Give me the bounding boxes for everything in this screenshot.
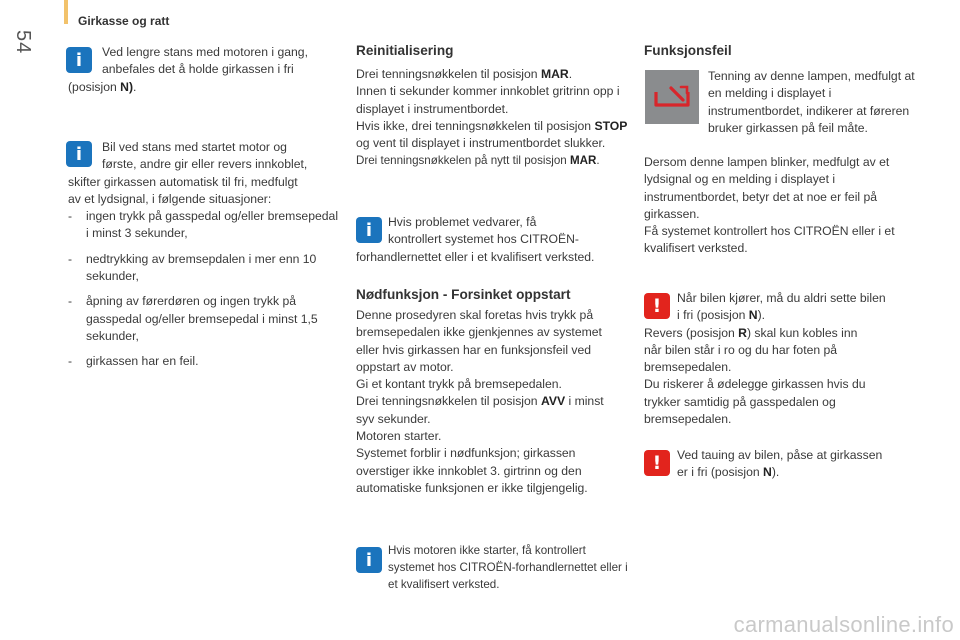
section-title: Girkasse og ratt xyxy=(78,14,170,28)
info-note-stop-running: Ved lengre stans med motoren i gang, anbefales det å holde girkassen i fri (posisjon N). xyxy=(68,45,308,94)
heading-reinitialisering: Reinitialisering xyxy=(356,43,454,58)
list-item: - ingen trykk på gasspedal og/eller bremsepedal i minst 3 sekunder, xyxy=(68,209,339,241)
emergency-body: Denne prosedyren skal foretas hvis trykk på bremsepedalen ikke gjenkjennes av systemet eller hvis girkassen har en funksjonsfeil ved oppstart av motor. Gi et kontant trykk på bremsepedalen. Drei tenningsnøkkelen til posisjon AVV i minst syv sekunder. Motoren starter. Systemet forblir i nødfunksjon; girkassen overstiger ikke innkoblet 3. girtrinn og den automatiske funksjonen er ikke tilgjengelig. xyxy=(356,308,604,495)
warning-note-neutral-driving: Når bilen kjører, må du aldri sette bilen i fri (posisjon N). Revers (posisjon R) skal kun kobles inn når bilen står i ro og du har foten på bremsepedalen. Du riskerer å ødelegge girkassen hvis du trykker samtidig på gasspedalen og bremsepedalen. xyxy=(644,291,886,427)
warning-icon: ! xyxy=(644,450,670,476)
page-number: 54 xyxy=(12,30,34,55)
warning-icon: ! xyxy=(644,293,670,319)
info-note-contact-dealer: Hvis problemet vedvarer, få kontrollert systemet hos CITROËN- forhandlernettet eller i et kvalifisert verksted. xyxy=(356,215,595,264)
list-item: - girkassen har en feil. xyxy=(68,354,199,369)
reinit-body: Drei tenningsnøkkelen til posisjon MAR. Innen ti sekunder kommer innkoblet gritrinn opp i displayet i instrumentbordet. Hvis ikke, drei tenningsnøkkelen til posisjon STOP og vent til displayet i instrumentbordet slukker. Drei tenningsnøkkelen på nytt til posisjon MAR. xyxy=(356,67,628,168)
info-icon: i xyxy=(356,217,382,243)
gearbox-warning-lamp-icon xyxy=(645,70,699,124)
lamp-description: Tenning av denne lampen, medfulgt at en melding i displayet i instrumentbordet, indikerer at føreren bruker girkassen på feil måte. xyxy=(708,69,915,135)
info-note-no-start: Hvis motoren ikke starter, få kontrollert systemet hos CITROËN-forhandlernettet eller i et kvalifisert verksted. xyxy=(388,544,628,591)
info-icon: i xyxy=(66,47,92,73)
heading-funksjonsfeil: Funksjonsfeil xyxy=(644,43,732,58)
gearbox-fault-symbol-icon xyxy=(653,84,691,110)
warning-note-towing: Ved tauing av bilen, påse at girkassen er i fri (posisjon N). xyxy=(677,448,883,480)
watermark: carmanualsonline.info xyxy=(733,612,954,637)
heading-emergency: Nødfunksjon - Forsinket oppstart xyxy=(356,287,571,302)
info-icon: i xyxy=(66,141,92,167)
header-accent-bar xyxy=(64,0,68,24)
info-icon: i xyxy=(356,547,382,573)
info-note-auto-neutral: Bil ved stans med startet motor og første, andre gir eller revers innkoblet, skifter girkassen automatisk til fri, medfulgt av et lydsignal, i følgende situasjoner: - ingen trykk på gasspedal og/eller bremsepedal i minst 3 sekunder, - nedtrykking av bremsepdalen i mer enn 10 sekunder, - åpning av førerdøren og ingen trykk på gasspedal og/eller bremsepedal i minst 1,5 sekunder, - girkassen har en feil. xyxy=(68,139,340,371)
list-item: - åpning av førerdøren og ingen trykk på gasspedal og/eller bremsepedal i minst 1,5 sekunder, xyxy=(68,294,318,343)
list-item: - nedtrykking av bremsepdalen i mer enn 10 sekunder, xyxy=(68,251,317,284)
fault-body: Dersom denne lampen blinker, medfulgt av et lydsignal og en melding i displayet i instrumentbordet, betyr det at noe er feil på girkassen. Få systemet kontrollert hos CITROËN eller i et kvalifisert verksted. xyxy=(644,155,895,256)
